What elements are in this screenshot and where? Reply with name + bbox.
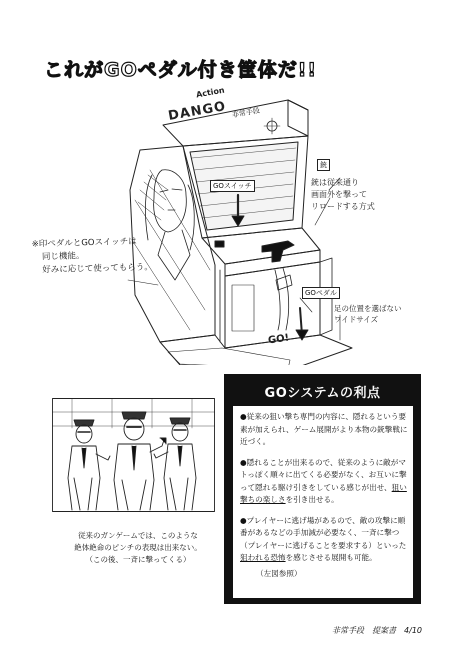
page-title: これがGOペダル付き筐体だ!! — [44, 59, 318, 81]
note-line: ※印ペダルとGOスイッチは — [31, 236, 137, 250]
note-line: リロードする方式 — [311, 202, 375, 211]
gunman-center — [114, 412, 166, 510]
gunmen-illustration — [52, 398, 215, 512]
caption-line: 絶体絶命のピンチの表現は出来ない。 — [74, 543, 202, 552]
go-system-advantages-panel — [224, 374, 421, 604]
panel-title: GOシステムの利点 — [264, 386, 381, 401]
caption-line: 従来のガンゲームでは、このような — [78, 531, 198, 540]
go-switch-button — [215, 241, 224, 247]
page-footer: 非常手段 提案書 4/10 — [332, 626, 422, 635]
note-wide-size — [334, 303, 402, 325]
advantage-item: ●従来の狙い撃ち専門の内容に、隠れるという要素が加えられ、ゲーム展開がより本物の銃撃戦に近づく。 — [240, 412, 408, 446]
base-label: GO! — [267, 332, 290, 347]
advantage-item — [240, 457, 408, 507]
pedal-base — [160, 332, 352, 365]
gunman-right — [154, 418, 196, 510]
caption-line: （この後、一斉に撃ってくる） — [85, 555, 191, 564]
advantage-text: ●隠れることが出来るので、従来のように敵がマトっぽく順々に出てくる必要がなく、お互いに撃って隠れる駆け引きをしている感じが出せ、 — [240, 457, 407, 492]
note-line: 銃は従来通り — [311, 178, 359, 187]
panel-body — [233, 406, 413, 598]
cabinet-sublabel: 非常手段 — [231, 106, 261, 120]
advantage-text: を感じさせる展開も可能。 — [285, 553, 377, 562]
advantage-text: を引き出せる。 — [285, 495, 339, 504]
advantage-emphasis: 狙われる恐怖 — [240, 553, 286, 562]
gunman-left — [68, 420, 110, 510]
note-line: 同じ機能。 — [41, 251, 85, 263]
figure-reference: （左図参照） — [256, 568, 302, 578]
advantage-text: ●プレイヤーに逃げ場があるので、敵の攻撃に順番があるなどの手加減が必要なく、一斉に撃つ（プレイヤーに逃げることを要求する）といった — [240, 515, 407, 550]
illustration-caption — [58, 530, 218, 566]
advantage-item — [240, 515, 408, 581]
note-line: ワイドサイズ — [334, 315, 379, 324]
go-pedal-callout: GOペダル — [302, 287, 340, 299]
gun-callout: 銃 — [317, 159, 330, 171]
note-gun-reload — [311, 177, 375, 213]
cabinet-logo: DANGO — [167, 99, 228, 124]
marquee-label: Action — [195, 85, 226, 100]
go-switch-callout: GOスイッチ — [210, 180, 255, 192]
note-line: 足の位置を選ばない — [334, 304, 402, 313]
note-pedal-switch — [32, 235, 153, 277]
note-line: 画面外を撃って — [311, 190, 367, 199]
gun — [262, 241, 294, 262]
advantage-emphasis: 狙い撃ちの楽しさ — [240, 482, 407, 504]
note-line: 好みに応じて使ってもらう。 — [42, 262, 153, 276]
